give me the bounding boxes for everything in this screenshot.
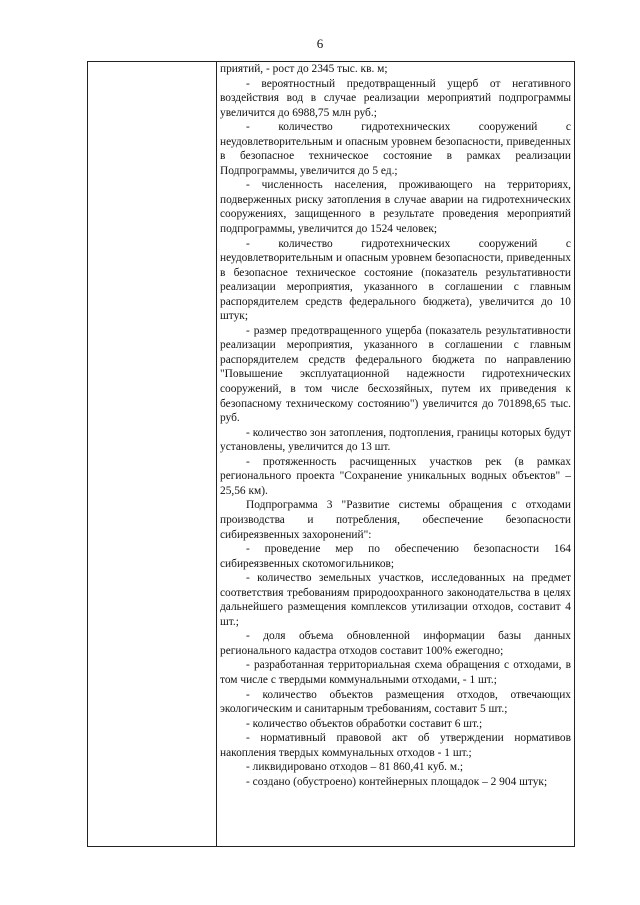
paragraph: - количество земельных участков, исследованных на предмет соответствия требованиям природоохранного законодательства в целях дальнейшего размещения комплексов утилизации отходов, составит 4 шт.; — [220, 572, 571, 628]
paragraph: - доля объема обновленной информации базы данных регионального кадастра отходов составит 100% ежегодно; — [220, 630, 571, 657]
paragraph: - количество гидротехнических сооружений с неудовлетворительным и опасным уровнем безопасности, приведенных в безопасное техническое состояние (показатель результативности реализации мероприятия, указанного в соглашении с главным распорядителем средств федерального бюджета), увеличится до 10 штук; — [220, 237, 571, 323]
page-number: 6 — [316, 36, 324, 51]
paragraph: - численность населения, проживающего на территориях, подверженных риску затопления в случае аварии на гидротехнических сооружениях, защищенного в результате проведения мероприятий подпрограммы, увеличится до 1524 человек; — [220, 179, 571, 236]
paragraph: - разработанная территориальная схема обращения с отходами, в том числе с твердыми коммунальными отходами, - 1 шт.; — [220, 659, 571, 686]
paragraph: Подпрограмма 3 "Развитие системы обращения с отходами производства и потребления, обеспечение безопасности сибиреязвенных захоронений": — [220, 499, 571, 541]
paragraph: приятий, - рост до 2345 тыс. кв. м; — [220, 63, 388, 75]
left-table-cell — [88, 62, 216, 846]
paragraph: - проведение мер по обеспечению безопасности 164 сибиреязвенных скотомогильников; — [220, 543, 571, 570]
paragraph: - количество объектов обработки составит 6 шт.; — [246, 717, 483, 730]
paragraph: - создано (обустроено) контейнерных площадок – 2 904 штук; — [246, 775, 548, 788]
paragraph: - количество зон затопления, подтопления, границы которых будут установлены, увеличится до 13 шт. — [220, 426, 571, 454]
paragraph: - ликвидировано отходов – 81 860,41 куб. м.; — [246, 761, 464, 774]
paragraph: - количество гидротехнических сооружений с неудовлетворительным и опасным уровнем безопасности, приведенных в безопасное техническое состояние в рамках реализации Подпрограммы, увеличится до 5 ед.; — [220, 121, 571, 177]
paragraph: - количество объектов размещения отходов, отвечающих экологическим и санитарным требованиям, составит 5 шт.; — [220, 688, 571, 716]
column-divider — [216, 61, 217, 847]
right-table-cell — [220, 62, 571, 789]
paragraph: - вероятностный предотвращенный ущерб от негативного воздействия вод в случае реализации мероприятий подпрограммы увеличится до 6988,75 млн руб.; — [220, 77, 571, 119]
paragraph: - размер предотвращенного ущерба (показатель результативности реализации мероприятия, указанного в соглашении с главным распорядителем средств федерального бюджета по направлению "Повышение эксплуатационной надежности гидротехнических сооружений, в том числе бесхозяйных, путем их приведения к безопасному техническому состоянию") увеличится до 701898,65 тыс. руб. — [220, 324, 571, 425]
paragraph: - нормативный правовой акт об утверждении нормативов накопления твердых коммунальных отходов - 1 шт.; — [220, 732, 571, 759]
paragraph: - протяженность расчищенных участков рек (в рамках регионального проекта "Сохранение уникальных водных объектов" – 25,56 км). — [220, 455, 571, 497]
